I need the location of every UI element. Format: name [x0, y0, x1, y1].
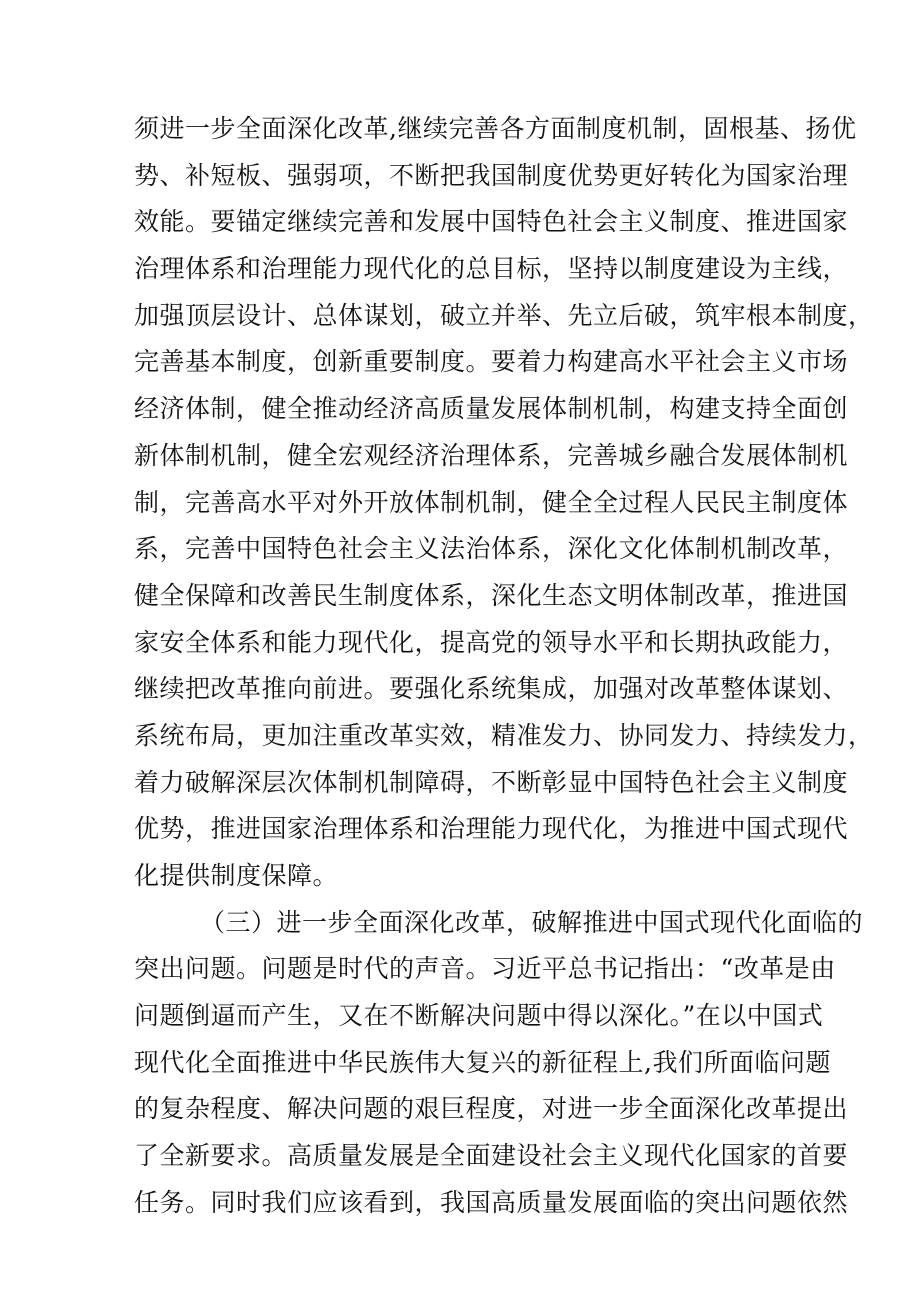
text-line: 家安全体系和能力现代化，提高党的领导水平和长期执政能力，: [134, 627, 849, 657]
text-line: 经济体制，健全推动经济高质量发展体制机制，构建支持全面创: [134, 394, 849, 424]
text-line: 完善基本制度，创新重要制度。要着力构建高水平社会主义市场: [134, 347, 849, 377]
text-line: 效能。要锚定继续完善和发展中国特色社会主义制度、推进国家: [134, 207, 849, 237]
text-line: 势、补短板、强弱项，不断把我国制度优势更好转化为国家治理: [134, 160, 849, 190]
text-line: 突出问题。问题是时代的声音。习近平总书记指出：“改革是由: [134, 954, 836, 984]
text-line: 新体制机制，健全宏观经济治理体系，完善城乡融合发展体制机: [134, 440, 849, 470]
document-body: [134, 106, 874, 1227]
text-line: 系统布局，更加注重改革实效，精准发力、协同发力、持续发力，: [134, 720, 874, 750]
text-line: 系，完善中国特色社会主义法治体系，深化文化体制机制改革，: [134, 534, 849, 564]
text-line: 问题倒逼而产生，又在不断解决问题中得以深化。”在以中国式: [134, 1001, 824, 1031]
text-line: 治理体系和治理能力现代化的总目标，坚持以制度建设为主线，: [134, 254, 849, 284]
text-line: 健全保障和改善民生制度体系，深化生态文明体制改革，推进国: [134, 580, 849, 610]
text-line: 化提供制度保障。: [134, 861, 339, 890]
text-line: 加强顶层设计、总体谋划，破立并举、先立后破，筑牢根本制度，: [134, 300, 874, 330]
text-line: 任务。同时我们应该看到，我国高质量发展面临的突出问题依然: [134, 1187, 849, 1217]
text-line: 现代化全面推进中华民族伟大复兴的新征程上,我们所面临问题: [134, 1047, 831, 1077]
text-line: 的复杂程度、解决问题的艰巨程度，对进一步全面深化改革提出: [134, 1094, 849, 1124]
section-heading-line: （三）进一步全面深化改革，破解推进中国式现代化面临的: [200, 907, 864, 937]
text-line: 优势，推进国家治理体系和治理能力现代化，为推进中国式现代: [134, 814, 849, 844]
text-line: 了全新要求。高质量发展是全面建设社会主义现代化国家的首要: [134, 1141, 849, 1171]
text-line: 制，完善高水平对外开放体制机制，健全全过程人民民主制度体: [134, 487, 849, 517]
text-line: 着力破解深层次体制机制障碍，不断彰显中国特色社会主义制度: [134, 767, 849, 797]
text-line: 继续把改革推向前进。要强化系统集成，加强对改革整体谋划、: [134, 674, 849, 704]
text-line: 须进一步全面深化改革,继续完善各方面制度机制，固根基、扬优: [134, 114, 857, 143]
